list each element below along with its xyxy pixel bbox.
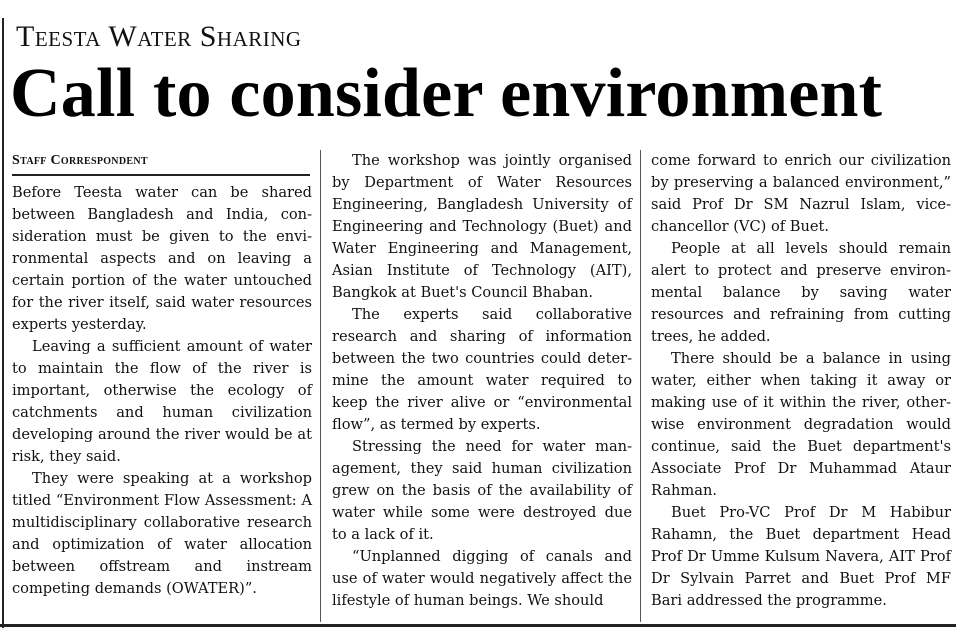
paragraph: “Unplanned digging of canals and use of water would negatively affect the lifestyle of human beings. We should bbox=[332, 548, 632, 609]
paragraph: They were speaking at a workshop titled “Environment Flow Assessment: A multidisciplinary collaborative research and optimization of water allocation between offstream and instream competing demands (OWATER)”. bbox=[12, 470, 312, 597]
paragraph: The workshop was jointly organised by Department of Water Resources Engineering, Bangladesh University of Engineering and Technology (Buet) and Water Engineering and Management, Asian Institute of Technology (AIT), Bangkok at Buet's Council Bhaban. bbox=[332, 152, 632, 301]
article-column-1 bbox=[12, 150, 312, 600]
paragraph: Stressing the need for water management, they said human civilization grew on the basis of the availability of water while some were destroyed due to a lack of it. bbox=[332, 438, 632, 543]
bottom-border-rule bbox=[0, 624, 956, 627]
column-divider bbox=[640, 150, 641, 622]
article-byline: Staff Correspondent bbox=[12, 150, 310, 176]
paragraph: There should be a balance in using water, either when taking it away or making use of it within the river, otherwise environment degradation would continue, said the Buet department's Associate Prof Dr Muhammad Ataur Rahman. bbox=[651, 350, 951, 499]
paragraph: Before Teesta water can be shared between Bangladesh and India, consideration must be given to the environmental aspects and on leaving a certain portion of the water untouched for the river itself, said water resources experts yesterday. bbox=[12, 184, 312, 333]
paragraph: People at all levels should remain alert to protect and preserve environmental balance by saving water resources and refraining from cutting trees, he added. bbox=[651, 240, 951, 345]
paragraph: Leaving a sufficient amount of water to maintain the flow of the river is important, otherwise the ecology of catchments and human civilization developing around the river would be at risk, they said. bbox=[12, 338, 312, 465]
article-kicker: Teesta Water Sharing bbox=[16, 20, 302, 53]
paragraph: come forward to enrich our civilization by preserving a balanced environment,” said Prof Dr SM Nazrul Islam, vice-chancellor (VC) of Buet. bbox=[651, 152, 951, 235]
article-column-3 bbox=[651, 150, 951, 612]
article-column-2 bbox=[332, 150, 632, 612]
paragraph: Buet Pro-VC Prof Dr M Habibur Rahamn, the Buet department Head Prof Dr Umme Kulsum Navera, AIT Prof Dr Sylvain Parret and Buet Prof MF Bari addressed the programme. bbox=[651, 504, 951, 609]
article-headline: Call to consider environment bbox=[10, 55, 883, 132]
column-divider bbox=[320, 150, 321, 622]
left-border-rule bbox=[2, 18, 4, 628]
paragraph: The experts said collaborative research and sharing of information between the two countries could determine the amount water required to keep the river alive or “environmental flow”, as termed by experts. bbox=[332, 306, 632, 433]
